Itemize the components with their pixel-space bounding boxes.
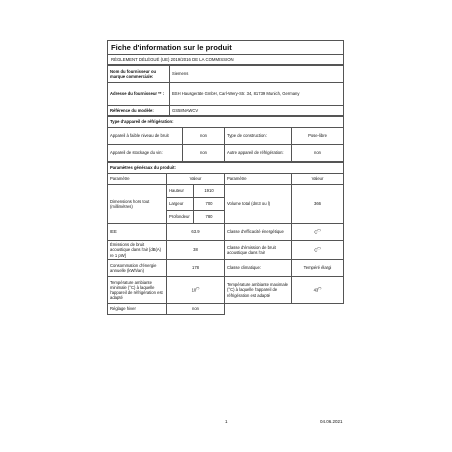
- noise-emission-value: 38: [167, 241, 225, 260]
- winter-setting-value: non: [167, 304, 225, 315]
- supplier-address-value: BSH Hausgeräte GmbH, Carl-Wery-Str. 34, 81739 Munich, Germany: [170, 83, 344, 106]
- volume-label: Volume total (dm3 ou l): [225, 185, 292, 224]
- depth-value: 780: [194, 211, 225, 224]
- other-appliance-value: non: [292, 145, 344, 162]
- min-temperature-cell: [167, 277, 225, 304]
- dimensions-label: Dimensions hors tout (millimètres): [108, 185, 167, 224]
- max-temperature-note: (*): [318, 286, 322, 291]
- wine-storage-label: Appareil de stockage du vin:: [108, 145, 183, 162]
- model-value: GS58NAWCV: [170, 106, 344, 116]
- other-appliance-label: Autre appareil de réfrigération:: [225, 145, 292, 162]
- footer-date: 04.06.2021: [320, 419, 343, 424]
- climate-class-label: Classe climatique:: [225, 260, 292, 277]
- parameters-section-heading: Paramètres généraux du produit:: [108, 163, 344, 174]
- supplier-address-label: Adresse du fournisseur ** :: [108, 83, 170, 106]
- page-number: 1: [225, 419, 228, 424]
- energy-class-note: (*): [317, 228, 321, 233]
- column-header-parameter: Paramètre: [108, 174, 167, 185]
- noise-class-note: (*): [317, 246, 321, 251]
- max-temperature-cell: [292, 277, 344, 304]
- climate-class-value: Tempéré élargi: [292, 260, 344, 277]
- volume-value: 366: [292, 185, 344, 224]
- construction-value: Pose-libre: [292, 128, 344, 145]
- iee-label: IEE: [108, 224, 167, 241]
- supplier-table: [107, 65, 344, 116]
- low-noise-value: non: [183, 128, 225, 145]
- model-label: Référence du modèle:: [108, 106, 170, 116]
- type-table: [107, 116, 344, 162]
- parameters-table: [107, 162, 344, 315]
- regulation-line: RÈGLEMENT DÉLÉGUÉ (UE) 2019/2016 DE LA COMMISSION: [107, 54, 344, 65]
- width-value: 700: [194, 198, 225, 211]
- min-temperature-value: 10: [191, 287, 197, 293]
- max-temperature-value: 43: [313, 287, 319, 293]
- supplier-name-value: Siemens: [170, 66, 344, 83]
- width-label: Largeur: [167, 198, 194, 211]
- energy-consumption-value: 178: [167, 260, 225, 277]
- iee-value: 63.9: [167, 224, 225, 241]
- construction-label: Type de construction:: [225, 128, 292, 145]
- column-header-value-2: Valeur: [292, 174, 344, 185]
- energy-class-label: Classe d'efficacité énergétique: [225, 224, 292, 241]
- column-header-value: Valeur: [167, 174, 225, 185]
- noise-emission-label: Émissions de bruit acoustique dans l'air [dB(A) re 1 pW]: [108, 241, 167, 260]
- column-header-parameter-2: Paramètre: [225, 174, 292, 185]
- empty-cell: [225, 304, 292, 315]
- type-section-heading: Type d'appareil de réfrigération:: [108, 117, 344, 128]
- sheet-title: Fiche d'information sur le produit: [107, 40, 344, 54]
- empty-cell: [292, 304, 344, 315]
- min-temperature-label: Température ambiante minimale (°C) à laquelle l'appareil de réfrigération est adapté: [108, 277, 167, 304]
- supplier-name-label: Nom du fournisseur ou marque commerciale:: [108, 66, 170, 83]
- noise-class-cell: [292, 241, 344, 260]
- winter-setting-label: Réglage hiver: [108, 304, 167, 315]
- height-label: Hauteur: [167, 185, 194, 198]
- depth-label: Profondeur: [167, 211, 194, 224]
- height-value: 1910: [194, 185, 225, 198]
- low-noise-label: Appareil à faible niveau de bruit: [108, 128, 183, 145]
- energy-consumption-label: Consommation d'énergie annuelle (kWh/an): [108, 260, 167, 277]
- min-temperature-note: (*): [196, 286, 200, 291]
- max-temperature-label: Température ambiante maximale (°C) à laquelle l'appareil de réfrigération est adapté: [225, 277, 292, 304]
- noise-class-label: Classe d'émission de bruit acoustique dans l'air: [225, 241, 292, 260]
- product-information-sheet: [107, 40, 344, 315]
- noise-class-value: C: [314, 247, 318, 253]
- energy-class-cell: [292, 224, 344, 241]
- wine-storage-value: non: [183, 145, 225, 162]
- energy-class-value: C: [314, 229, 318, 235]
